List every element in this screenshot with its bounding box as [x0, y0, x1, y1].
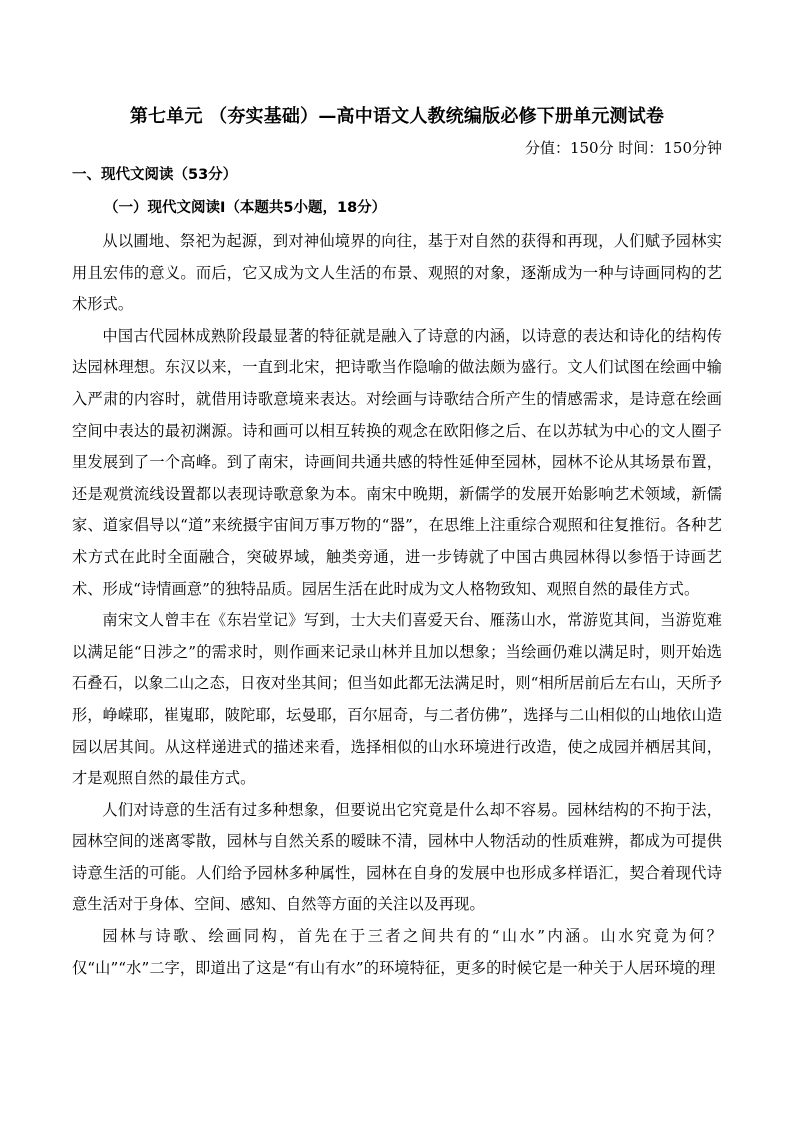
- passage-body: [72, 226, 722, 984]
- passage-paragraph-3: 南宋文人曾丰在《东岩堂记》写到，士大夫们喜爱天台、雁荡山水，常游览其间，当游览难以满足能“日涉之”的需求时，则作画来记录山林并且加以想象；当绘画仍难以满足时，则开始选石叠石，以象二山之态，日夜对坐其间；但当如此都无法满足时，则“相所居前后左右山，天所予形，峥嵘耶，崔嵬耶，陂陀耶，坛曼耶，百尔屈奇，与二者仿佛”，选择与二山相似的山地依山造园以居其间。从这样递进式的描述来看，选择相似的山水环境进行改造，使之成园并栖居其间，才是观照自然的最佳方式。: [72, 611, 722, 788]
- passage-paragraph-2: 中国古代园林成熟阶段最显著的特征就是融入了诗意的内涵，以诗意的表达和诗化的结构传达园林理想。东汉以来，一直到北宋，把诗歌当作隐喻的做法颇为盛行。文人们试图在绘画中输入严肃的内容时，就借用诗歌意境来表达。对绘画与诗歌结合所产生的情感需求，是诗意在绘画空间中表达的最初渊源。诗和画可以相互转换的观念在欧阳修之后、在以苏轼为中心的文人圈子里发展到了一个高峰。到了南宋，诗画间共通共感的特性延伸至园林，园林不论从其场景布置，还是观赏流线设置都以表现诗歌意象为本。南宋中晚期，新儒学的发展开始影响艺术领域，新儒家、道家倡导以“道”来统摄宇宙间万事万物的“器”，在思维上注重综合观照和往复推衍。各种艺术方式在此时全面融合，突破界域，触类旁通，进一步铸就了中国古典园林得以参悟于诗画艺术、形成“诗情画意”的独特品质。园居生活在此时成为文人格物致知、观照自然的最佳方式。: [72, 326, 722, 598]
- subsection-heading: （一）现代文阅读Ⅰ（本题共5小题，18分）: [104, 200, 387, 216]
- score-time-info: 分值：150分 时间：150分钟: [524, 139, 722, 157]
- passage-paragraph-4: 人们对诗意的生活有过多种想象，但要说出它究竟是什么却不容易。园林结构的不拘于法，园林空间的迷离零散，园林与自然关系的暧昧不清，园林中人物活动的性质难辨，都成为可提供诗意生活的可能。人们给予园林多种属性，园林在自身的发展中也形成多样语汇，契合着现代诗意生活对于身体、空间、感知、自然等方面的关注以及再现。: [72, 800, 722, 914]
- passage-paragraph-1: 从以圃地、祭祀为起源，到对神仙境界的向往，基于对自然的获得和再现，人们赋予园林实用且宏伟的意义。而后，它又成为文人生活的布景、观照的对象，逐渐成为一种与诗画同构的艺术形式。: [72, 232, 722, 314]
- passage-paragraph-5: 园林与诗歌、绘画同构，首先在于三者之间共有的“山水”内涵。山水究竟为何？仅“山”“水”二字，即道出了这是“有山有水”的环境特征，更多的时候它是一种关于人居环境的理: [72, 927, 722, 977]
- section-heading: 一、现代文阅读（53分）: [72, 167, 238, 183]
- document-title: 第七单元 （夯实基础）—高中语文人教统编版必修下册单元测试卷: [129, 106, 665, 127]
